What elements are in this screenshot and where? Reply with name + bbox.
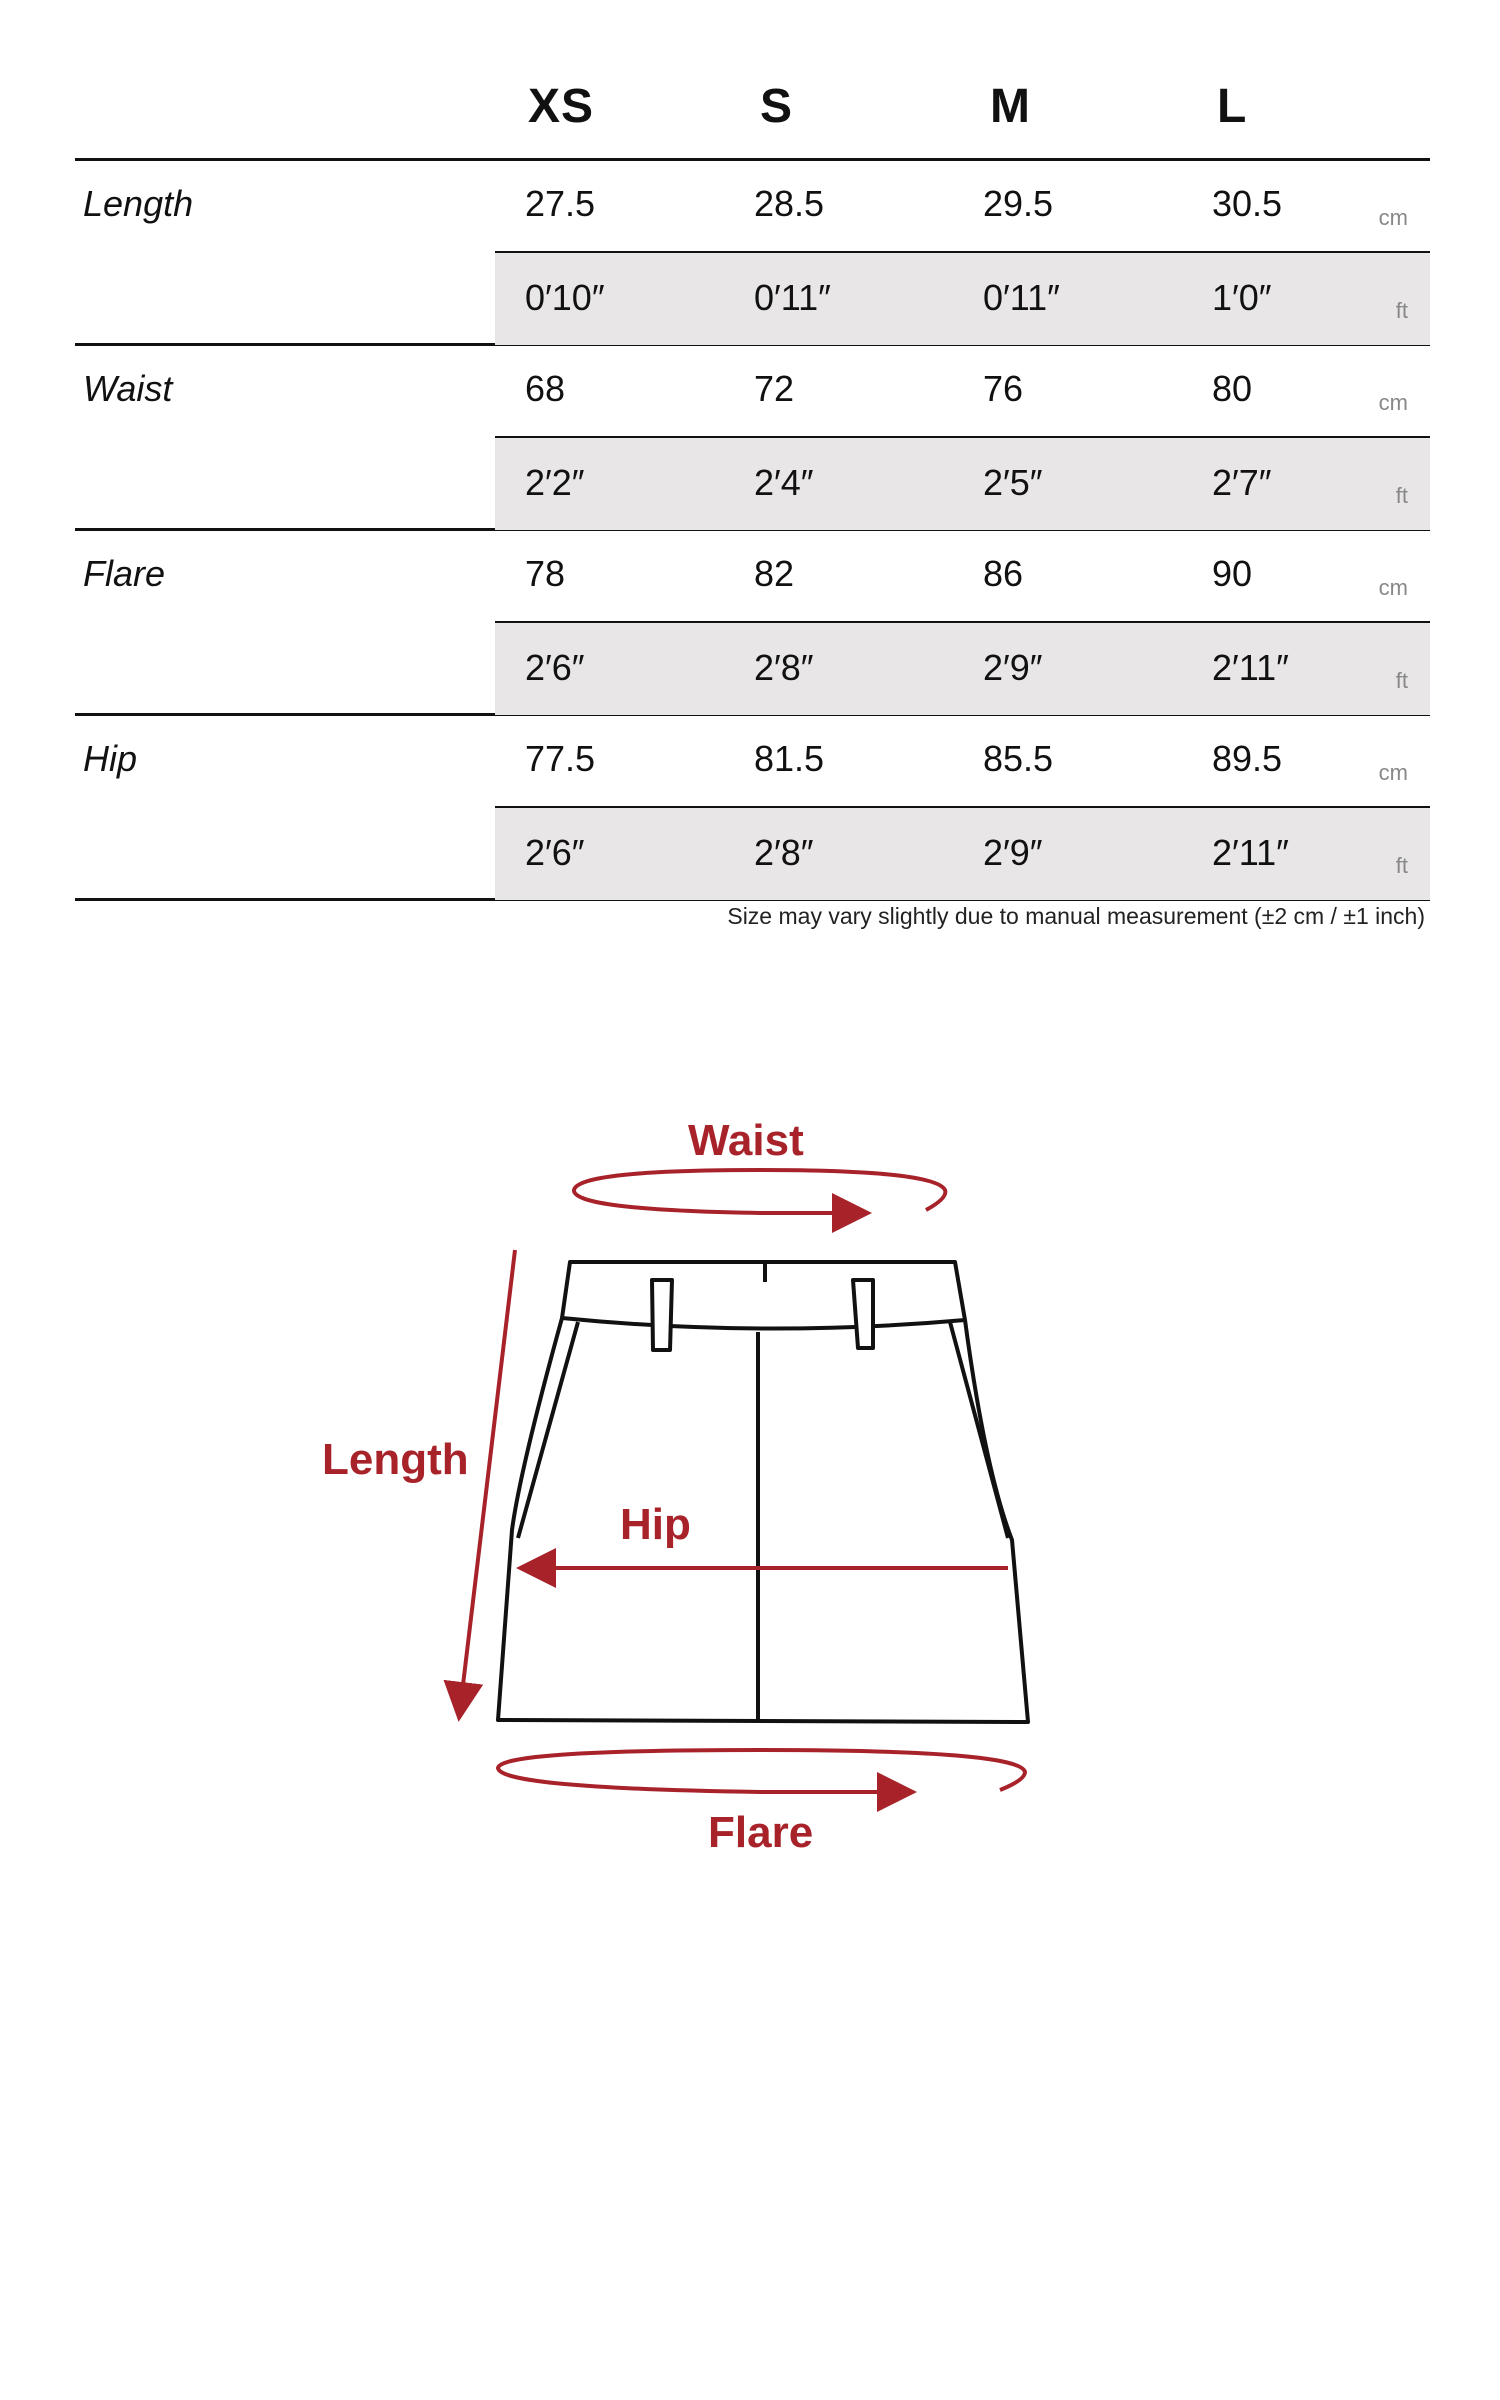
unit-ft: ft [1395, 483, 1408, 508]
measure-label: Hip [83, 738, 138, 779]
value-cell: 30.5 [1212, 183, 1283, 224]
cm-row [495, 161, 1430, 249]
value-cell: 2′11″ [1212, 832, 1289, 873]
size-header-s: S [760, 80, 794, 133]
size-table [75, 55, 1430, 901]
cm-row [495, 346, 1430, 434]
ft-row [495, 806, 1430, 900]
measure-label: Waist [83, 368, 173, 409]
value-cell: 77.5 [525, 738, 596, 779]
hip-label: Hip [620, 1500, 691, 1549]
unit-cm: cm [1378, 575, 1408, 600]
value-cell: 2′6″ [525, 647, 585, 688]
value-cell: 29.5 [983, 183, 1054, 224]
cm-row [495, 716, 1430, 804]
value-cell: 89.5 [1212, 738, 1283, 779]
unit-ft: ft [1395, 853, 1408, 878]
length-label: Length [322, 1435, 469, 1484]
value-cell: 2′8″ [754, 647, 814, 688]
size-header-l: L [1217, 80, 1248, 133]
value-cell: 2′4″ [754, 462, 814, 503]
skirt-outline-icon [498, 1262, 1028, 1722]
value-cell: 2′8″ [754, 832, 814, 873]
size-header-m: M [990, 80, 1031, 133]
measure-group-hip [75, 716, 1430, 901]
value-cell: 86 [983, 553, 1024, 594]
value-cell: 78 [525, 553, 566, 594]
value-cell: 0′10″ [525, 277, 605, 318]
value-cell: 27.5 [525, 183, 596, 224]
value-cell: 72 [754, 368, 795, 409]
waist-arrow-icon [574, 1170, 945, 1213]
waist-label: Waist [688, 1116, 804, 1165]
measurement-note: Size may vary slightly due to manual measurement (±2 cm / ±1 inch) [727, 903, 1425, 929]
measure-label: Length [83, 183, 194, 224]
value-cell: 2′2″ [525, 462, 585, 503]
value-cell: 2′7″ [1212, 462, 1272, 503]
value-cell: 2′11″ [1212, 647, 1289, 688]
measure-group-waist [75, 346, 1430, 531]
value-cell: 1′0″ [1212, 277, 1272, 318]
cm-row [495, 531, 1430, 619]
value-cell: 82 [754, 553, 795, 594]
flare-label: Flare [708, 1808, 814, 1857]
ft-row [495, 621, 1430, 715]
value-cell: 81.5 [754, 738, 825, 779]
value-cell: 2′5″ [983, 462, 1043, 503]
value-cell: 28.5 [754, 183, 825, 224]
ft-row [495, 436, 1430, 530]
flare-arrow-icon [498, 1750, 1025, 1792]
unit-cm: cm [1378, 390, 1408, 415]
value-cell: 76 [983, 368, 1024, 409]
size-header-row [75, 55, 1430, 161]
measure-label: Flare [83, 553, 166, 594]
unit-ft: ft [1395, 298, 1408, 323]
value-cell: 90 [1212, 553, 1253, 594]
value-cell: 2′9″ [983, 647, 1043, 688]
skirt-diagram-svg [0, 1050, 1500, 1910]
value-cell: 2′9″ [983, 832, 1043, 873]
value-cell: 85.5 [983, 738, 1054, 779]
value-cell: 2′6″ [525, 832, 585, 873]
value-cell: 0′11″ [754, 277, 831, 318]
measure-group-flare [75, 531, 1430, 716]
measure-group-length [75, 161, 1430, 346]
value-cell: 0′11″ [983, 277, 1060, 318]
size-header-xs: XS [528, 80, 595, 133]
unit-ft: ft [1395, 668, 1408, 693]
value-cell: 80 [1212, 368, 1253, 409]
unit-cm: cm [1378, 205, 1408, 230]
measurement-diagram [0, 1050, 1500, 1910]
ft-row [495, 251, 1430, 345]
unit-cm: cm [1378, 760, 1408, 785]
value-cell: 68 [525, 368, 566, 409]
